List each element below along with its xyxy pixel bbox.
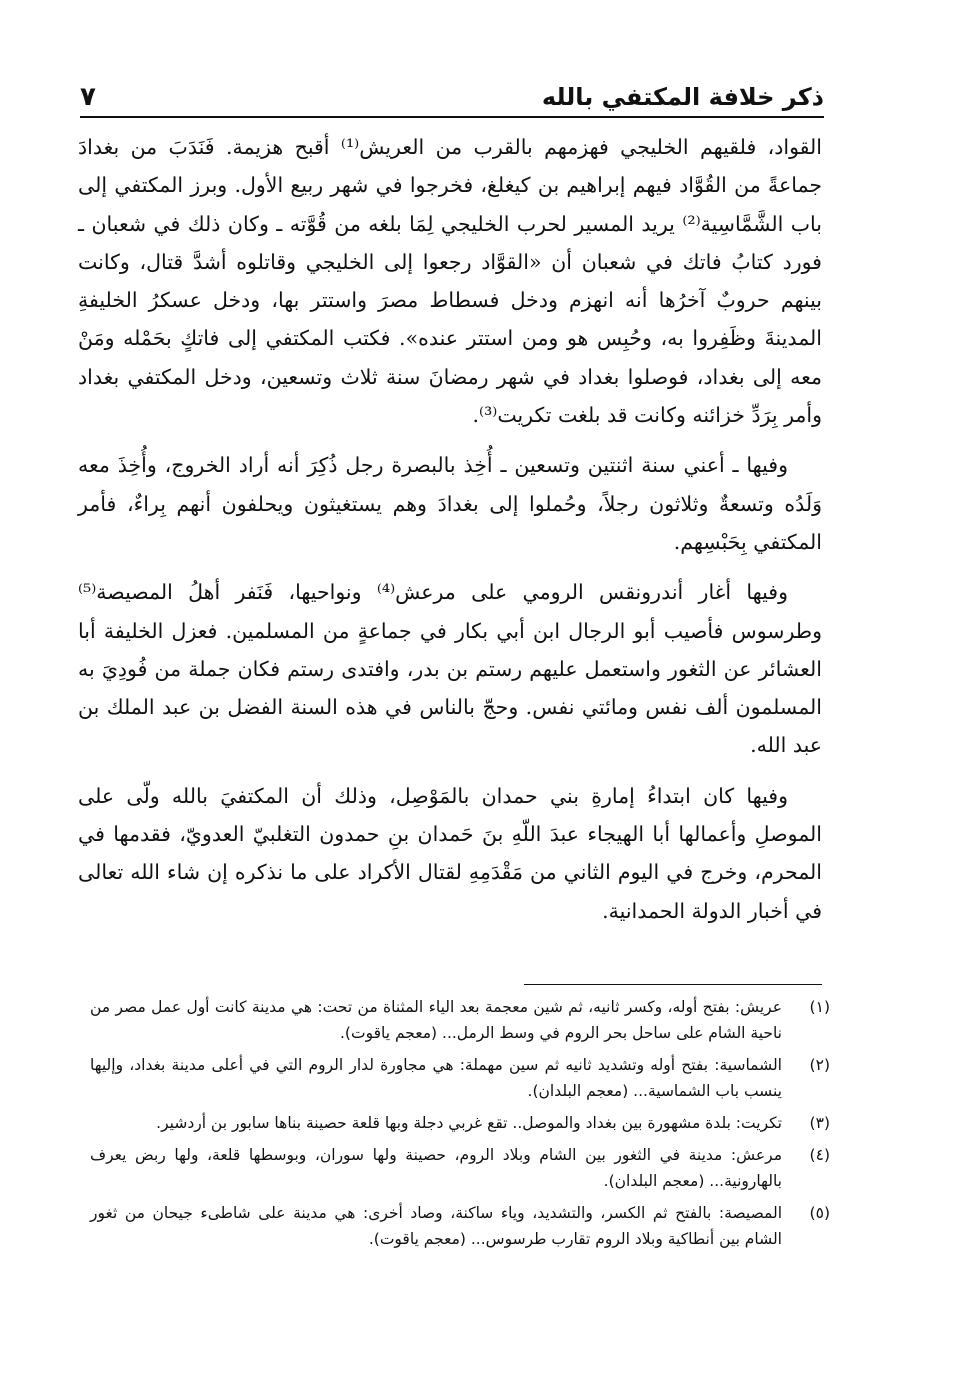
footnote-number: (٤) (809, 1146, 830, 1164)
footnote-1 (90, 994, 830, 1046)
footnote-number: (٣) (809, 1114, 830, 1132)
paragraph-1: القواد، فلقيهم الخليجي فهزمهم بالقرب من العريش⁽¹⁾ أقبح هزيمة. فَنَدَبَ من بغدادَ جماعةً من القُوَّاد فيهم إبراهيم بن كيغلغ، فخرجوا في شهر ربيع الأول. وبرز المكتفي إلى باب الشَّمَّاسِية⁽²⁾ يريد المسير لحرب الخليجي لِمَا بلغه من قُوَّته ـ وكان ذلك في شعبان ـ فورد كتابُ فاتك في شعبان أن «القوَّاد رجعوا إلى الخليجي وقاتلوه أشدَّ قتال، وكانت بينهم حروبٌ آخرُها أنه انهزم ودخل فسطاط مصرَ واستتر بها، ودخل عسكرُ الخليفةِ المدينةَ وظَفِروا به، وحُبِس هو ومن استتر عنده». فكتب المكتفي إلى فاتكٍ بحَمْله ومَنْ معه إلى بغداد، فوصلوا بغداد في شهر رمضانَ سنة ثلاث وتسعين، ودخل المكتفي بغداد وأمر بِرَدِّ خزائنه وكانت قد بلغت تكريت⁽³⁾. (78, 135, 822, 428)
footnote-text: المصيصة: بالفتح ثم الكسر، والتشديد، وياء ساكنة، وصاد أخرى: هي مدينة على شاطىء جيحان من ثغور الشام بين أنطاكية وبلاد الروم تقارب طرسوس... (معجم ياقوت). (90, 1204, 782, 1248)
chapter-title: ذكر خلافة المكتفي بالله (541, 83, 824, 111)
footnote-rule (524, 984, 822, 985)
footnote-text: الشماسية: بفتح أوله وتشديد ثانيه ثم سين مهملة: هي مجاورة لدار الروم التي في أعلى مدينة بغداد، وإليها ينسب باب الشماسية... (معجم البلدان). (90, 1056, 782, 1100)
footnote-number: (٥) (809, 1204, 830, 1222)
paragraph-3: وفيها أغار أندرونقس الرومي على مرعش⁽⁴⁾ ونواحيها، فَنَفر أهلُ المصيصة⁽⁵⁾ وطرسوس فأصيب أبو الرجال ابن أبي بكار في جماعةٍ من المسلمين. فعزل الخليفة أبا العشائر عن الثغور واستعمل عليهم رستم بن بدر، وافتدى رستم فكان جملة من فُودِيَ به المسلمون ألف نفس ومائتي نفس. وحجّ بالناس في هذه السنة الفضل بن عبد الملك بن عبد الله. (78, 580, 822, 758)
footnote-number: (١) (809, 998, 830, 1016)
footnote-3 (90, 1110, 830, 1136)
footnote-text: مرعش: مدينة في الثغور بين الشام وبلاد الروم، حصينة ولها سوران، وبوسطها قلعة، ولها ربض يعرف بالهارونية... (معجم البلدان). (90, 1146, 782, 1190)
running-head (80, 78, 824, 112)
footnote-5 (90, 1200, 830, 1252)
footnotes (90, 994, 830, 1258)
paragraph-4: وفيها كان ابتداءُ إمارةِ بني حمدان بالمَوْصِل، وذلك أن المكتفيَ بالله ولّى على الموصلِ وأعمالها أبا الهيجاء عبدَ اللّهِ بنَ حَمدان بنِ حمدون التغلبيّ العدويّ، فقدمها في المحرم، وخرج في اليوم الثاني من مَقْدَمِهِ لقتال الأكراد على ما نذكره إن شاء الله تعالى في أخبار الدولة الحمدانية. (78, 783, 822, 923)
footnote-text: عريش: بفتح أوله، وكسر ثانيه، ثم شين معجمة بعد الياء المثناة من تحت: هي مدينة كانت أول عمل مصر من ناحية الشام على ساحل بحر الروم في وسط الرمل... (معجم ياقوت). (90, 998, 782, 1042)
paragraph-2: وفيها ـ أعني سنة اثنتين وتسعين ـ أُخِذ بالبصرة رجل ذُكِرَ أنه أراد الخروج، وأُخِذَ معه وَلَدُه وتسعةٌ وثلاثون رجلاً، وحُملوا إلى بغدادَ وهم يستغيثون ويحلفون أنهم بِراءٌ، فأمر المكتفي بِحَبْسِهم. (78, 453, 822, 554)
main-text (78, 128, 822, 930)
header-rule (80, 116, 824, 118)
footnote-2 (90, 1052, 830, 1104)
page-number: ٧ (80, 82, 96, 112)
footnote-number: (٢) (809, 1056, 830, 1074)
footnote-4 (90, 1142, 830, 1194)
footnote-text: تكريت: بلدة مشهورة بين بغداد والموصل.. تقع غربي دجلة وبها قلعة حصينة بناها سابور بن أردشير. (156, 1114, 782, 1132)
